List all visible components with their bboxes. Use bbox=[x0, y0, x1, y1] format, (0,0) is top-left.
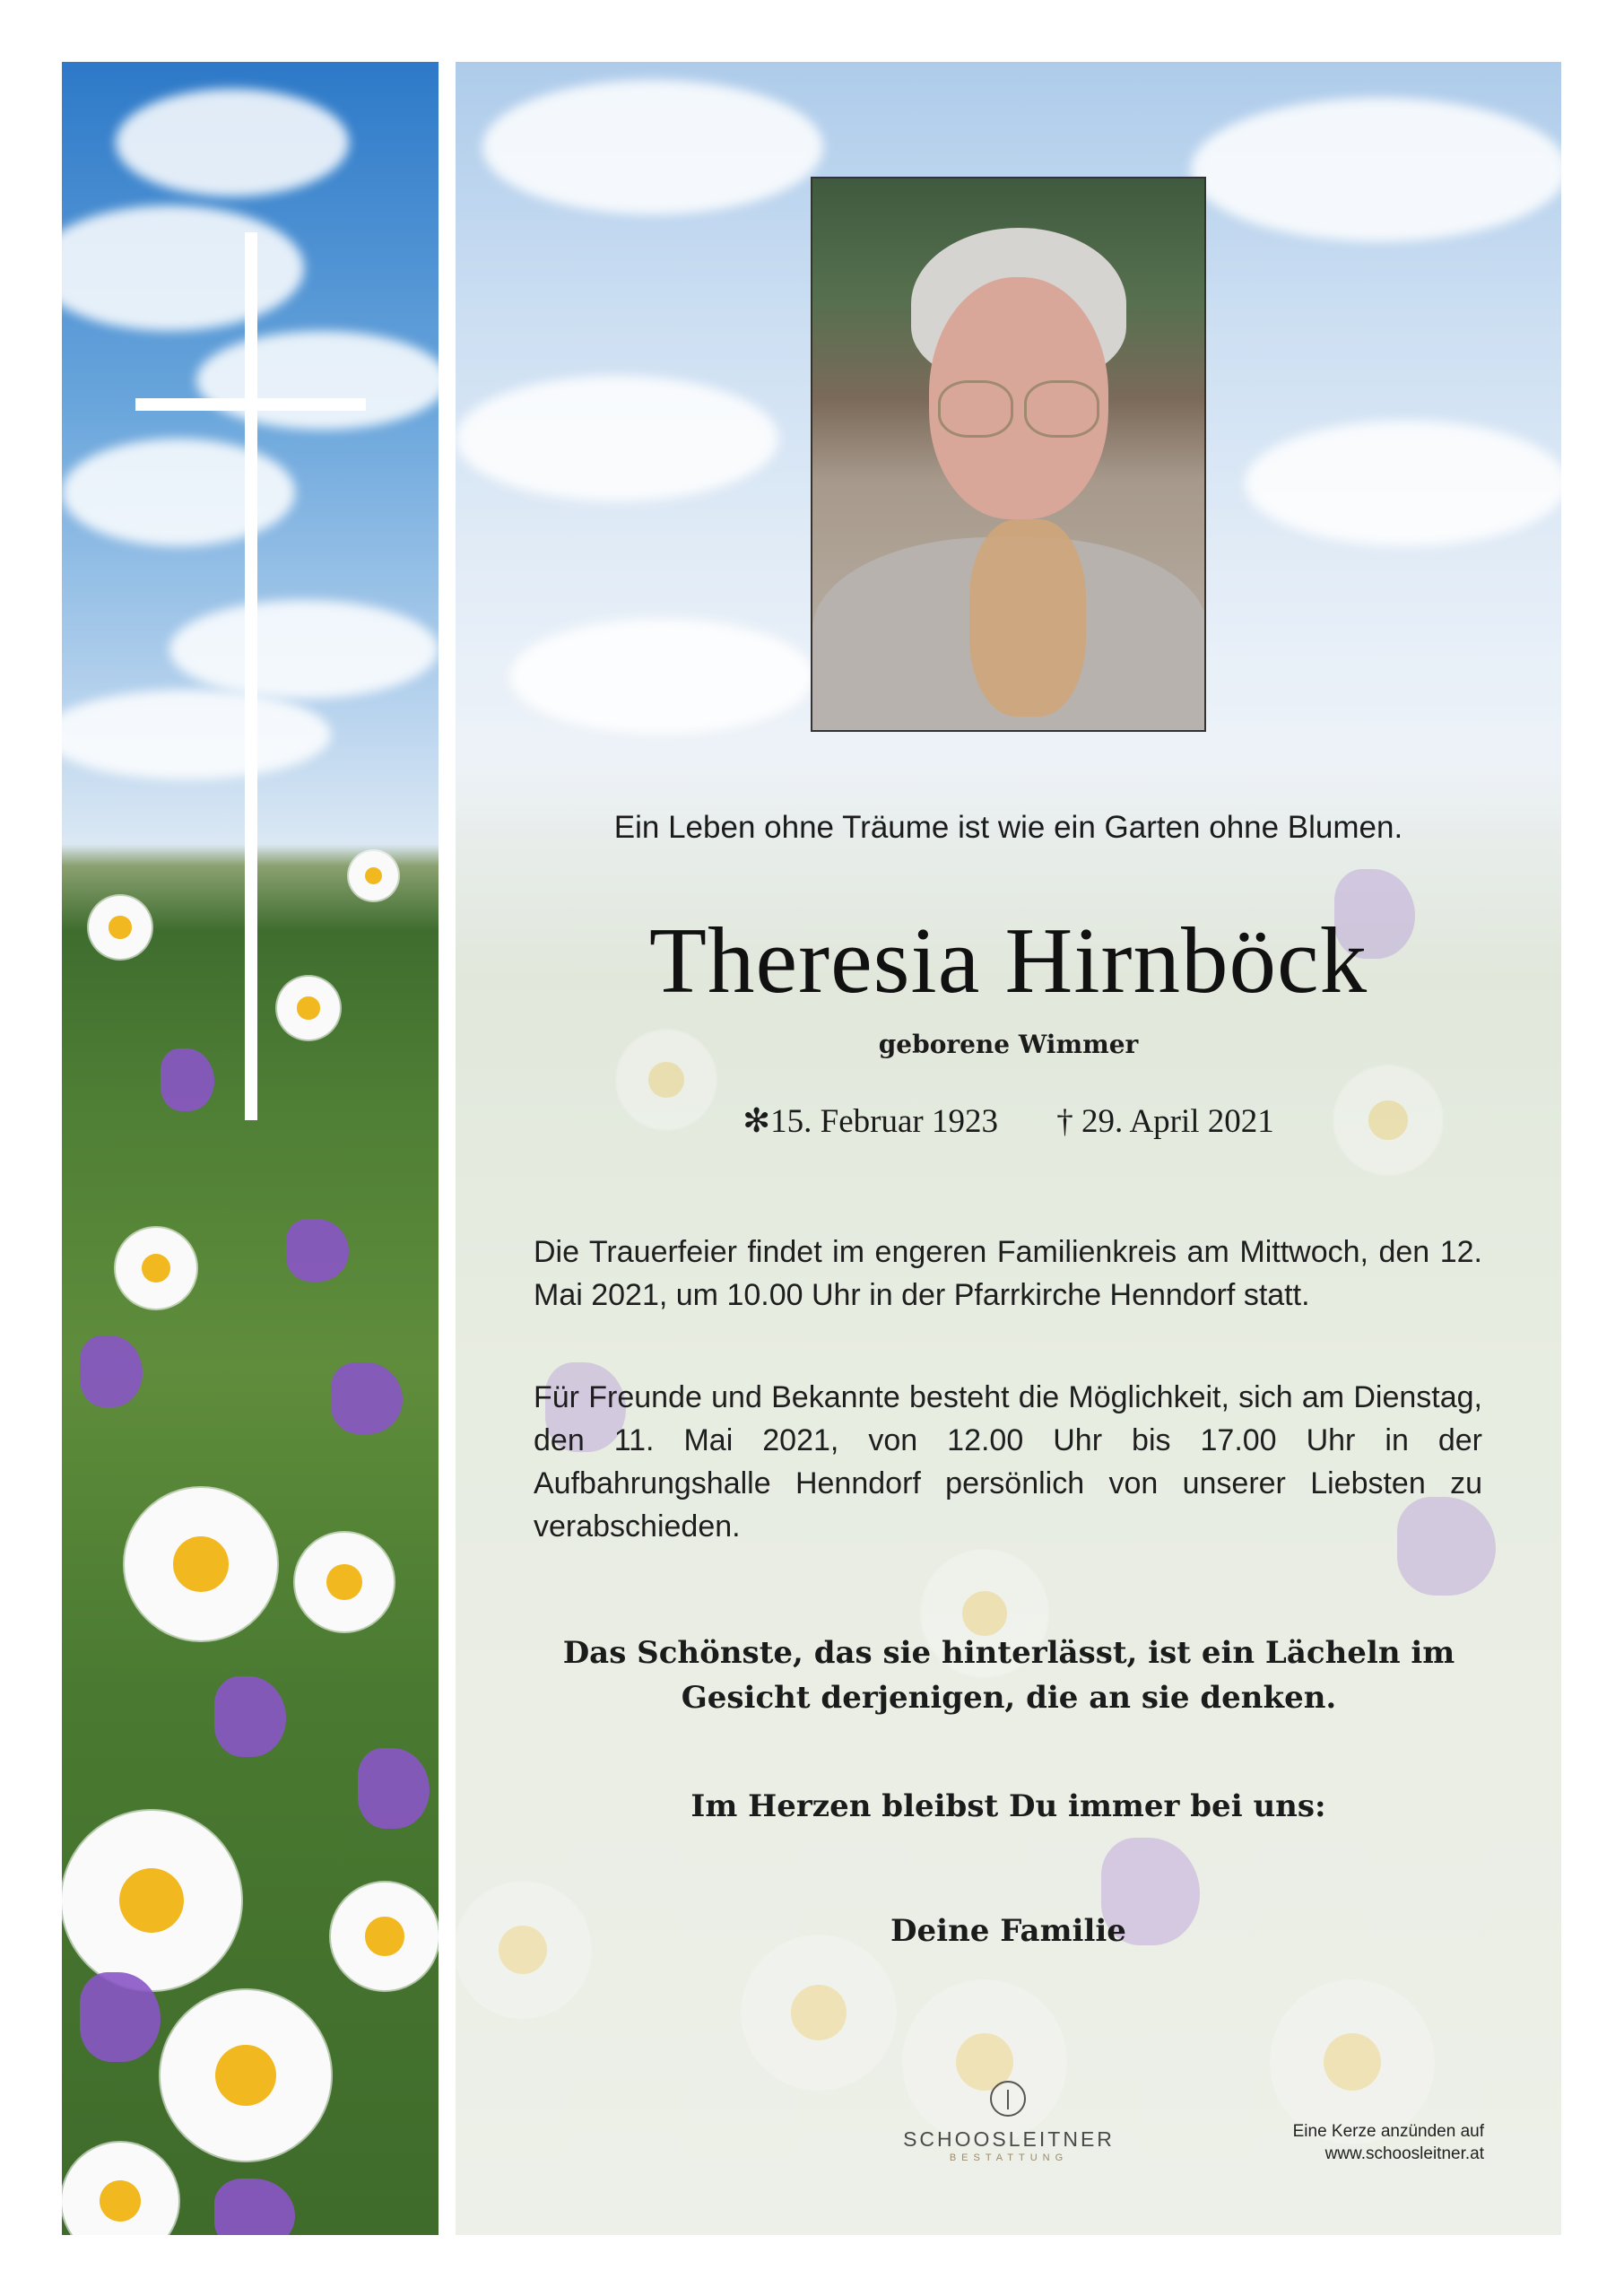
daisy bbox=[62, 1811, 241, 1990]
bellflower bbox=[161, 1048, 214, 1111]
deceased-name: Theresia Hirnböck bbox=[648, 908, 1368, 1013]
quote-text: Ein Leben ohne Träume ist wie ein Garten ohne Blumen. bbox=[613, 810, 1403, 845]
meadow-strip-image bbox=[62, 62, 439, 2235]
bellflower bbox=[331, 1362, 403, 1434]
maiden-name: geborene Wimmer bbox=[878, 1030, 1139, 1059]
candle-line-1: Eine Kerze anzünden auf bbox=[1292, 2122, 1484, 2141]
daisy bbox=[62, 2143, 178, 2235]
bellflower bbox=[80, 1972, 161, 2062]
cloud bbox=[62, 690, 331, 779]
bellflower bbox=[286, 1219, 349, 1282]
closing-line-1: Das Schönste, das sie hinterlässt, ist ein Lächeln im bbox=[562, 1635, 1455, 1671]
daisy bbox=[125, 1488, 277, 1640]
cloud bbox=[116, 89, 349, 196]
bellflower bbox=[80, 1335, 143, 1407]
family-signature: Deine Familie bbox=[890, 1913, 1126, 1949]
bellflower bbox=[214, 2179, 295, 2235]
cloud bbox=[196, 331, 439, 430]
funeral-info-paragraph: Die Trauerfeier findet im engeren Familienkreis am Mittwoch, den 12. Mai 2021, um 10.00 Uhr in der Pfarrkirche Henndorf statt. bbox=[534, 1235, 1482, 1312]
daisy bbox=[277, 977, 340, 1039]
in-heart-line: Im Herzen bleibst Du immer bei uns: bbox=[690, 1788, 1326, 1824]
closing-line-2: Gesicht derjenigen, die an sie denken. bbox=[681, 1680, 1337, 1716]
bellflower bbox=[358, 1748, 430, 1829]
candle-notice bbox=[1238, 2120, 1484, 2165]
funeral-home-subtitle: BESTATTUNG bbox=[949, 2152, 1069, 2163]
death-date: † 29. April 2021 bbox=[1056, 1103, 1274, 1140]
daisy bbox=[89, 896, 152, 959]
closing-quote bbox=[502, 1631, 1515, 1720]
cross-icon bbox=[245, 232, 257, 1120]
daisy bbox=[116, 1228, 196, 1309]
daisy bbox=[161, 1990, 331, 2161]
funeral-home-name: SCHOOSLEITNER bbox=[903, 2127, 1115, 2151]
daisy bbox=[331, 1883, 439, 1990]
portrait-photo bbox=[811, 177, 1206, 732]
viewing-info-paragraph: Für Freunde und Bekannte besteht die Möglichkeit, sich am Dienstag, den 11. Mai 2021, von 12.00 Uhr bis 17.00 Uhr in der Aufbahrungshalle Henndorf persönlich von unserer Liebsten zu verabschieden. bbox=[534, 1380, 1482, 1544]
bellflower bbox=[214, 1676, 286, 1757]
cross-bar bbox=[135, 398, 366, 411]
cloud bbox=[62, 439, 295, 546]
candle-link[interactable]: www.schoosleitner.at bbox=[1324, 2144, 1484, 2163]
cloud bbox=[62, 205, 304, 331]
life-dates bbox=[456, 1101, 1561, 1141]
birth-date: ✻15. Februar 1923 bbox=[743, 1103, 998, 1140]
cloud bbox=[169, 600, 439, 699]
daisy bbox=[349, 851, 398, 900]
daisy bbox=[295, 1533, 394, 1631]
tree-logo-icon bbox=[990, 2081, 1026, 2117]
